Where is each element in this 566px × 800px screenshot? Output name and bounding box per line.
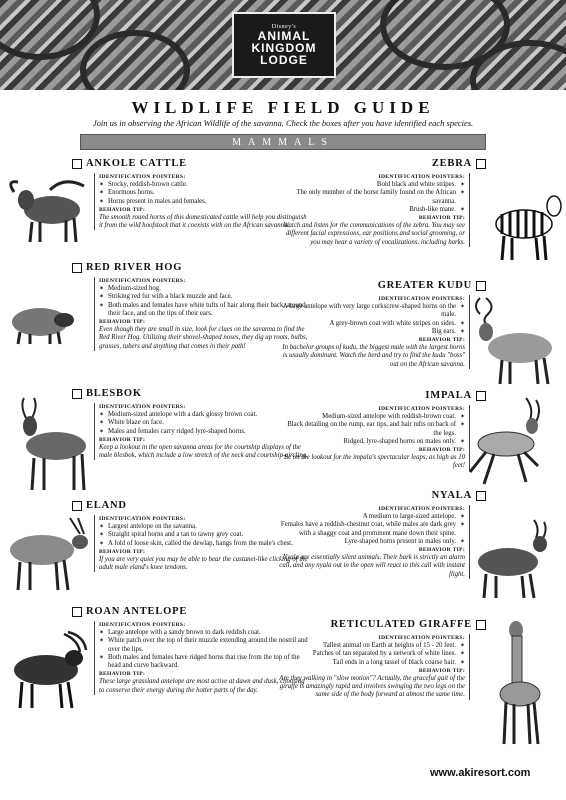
behavior-tip: These large grassland antelope are most active at dawn and dusk, choosing to conserve their energy during the hotter parts of the day.	[99, 678, 305, 694]
entry-red-river-hog	[72, 262, 308, 351]
species-name: ELAND	[86, 500, 127, 511]
species-name: RETICULATED GIRAFFE	[330, 619, 472, 630]
point: ✶ Bold black and white stripes.	[278, 181, 465, 189]
behavior-tip: Keep a lookout in the open savanna areas for the courtship displays of the male blesbok, which include a low stretch of the neck and courtship-circling.	[99, 444, 308, 460]
header-banner	[0, 0, 566, 90]
entry-reticulated-giraffe	[278, 619, 486, 700]
species-name: ROAN ANTELOPE	[86, 606, 188, 617]
entry-nyala	[278, 490, 486, 579]
point: ✶ Tallest animal on Earth at heights of 15 - 20 feet.	[278, 642, 465, 650]
points-label: IDENTIFICATION POINTERS:	[99, 404, 186, 410]
behavior-tip: In bachelor groups of kudu, the biggest male with the largest horns is usually dominant. Watch the herd and try to find the kudu "boss" out on the African savanna.	[282, 344, 465, 368]
point: ✶ Tail ends in a long tassel of black coarse hair.	[278, 659, 465, 667]
animal-kingdom-lodge-logo	[232, 12, 336, 78]
zebra-illustration	[488, 188, 564, 264]
logo-line2: KINGDOM	[251, 41, 317, 55]
points-label: IDENTIFICATION POINTERS:	[99, 622, 186, 628]
checkbox-roan-antelope[interactable]	[72, 607, 82, 617]
point: ✶ A medium to large-sized antelope.	[278, 513, 465, 521]
points-label: IDENTIFICATION POINTERS:	[378, 406, 465, 412]
greater-kudu-illustration	[466, 296, 562, 386]
tip-label: BEHAVIOR TIP:	[418, 215, 465, 222]
points-label: IDENTIFICATION POINTERS:	[99, 278, 186, 284]
point: ✶ A grey-brown coat with white stripes on sides.	[278, 320, 465, 328]
point: ✶ Patches of tan separated by a network of white lines.	[278, 650, 465, 658]
species-name: GREATER KUDU	[377, 280, 472, 291]
point: ✶ Females have a reddish-chestnut coat, while males are dark grey with a shaggy coat and prominent mane down their spine.	[278, 521, 465, 537]
tip-label: BEHAVIOR TIP:	[418, 337, 465, 344]
roan-antelope-illustration	[4, 628, 96, 712]
point: ✶ Both males and females have white tufts of hair along their back, around their face, and on the tips of their ears.	[99, 302, 308, 318]
point: ✶ Brush-like mane.	[278, 206, 465, 214]
tip-label: BEHAVIOR TIP:	[418, 447, 465, 454]
points-label: IDENTIFICATION POINTERS:	[99, 516, 186, 522]
tip-label: BEHAVIOR TIP:	[99, 206, 146, 213]
tip-label: BEHAVIOR TIP:	[418, 667, 465, 674]
entry-greater-kudu	[278, 280, 486, 369]
species-name: BLESBOK	[86, 388, 142, 399]
behavior-tip: Nyala are essentially silent animals. Their bark is strictly an alarm call, and any nyala out in the open will react to this call with instant flight.	[279, 554, 465, 578]
logo-top: Disney's	[271, 24, 297, 30]
checkbox-zebra[interactable]	[476, 159, 486, 169]
points-label: IDENTIFICATION POINTERS:	[378, 506, 465, 512]
point: ✶ Large antelope with a sandy brown to dark reddish coat.	[99, 629, 308, 637]
point: ✶ The only member of the horse family found on the African savanna.	[278, 189, 465, 205]
behavior-tip: If you are very quiet you may be able to hear the castanet-like clicking of the adult male eland's knee tendons.	[99, 556, 308, 572]
point: ✶ Ridged, lyre-shaped horns on males only.	[278, 438, 465, 446]
banner-pattern	[80, 30, 190, 90]
species-name: NYALA	[431, 490, 472, 501]
species-name: IMPALA	[425, 390, 472, 401]
points-label: IDENTIFICATION POINTERS:	[378, 174, 465, 180]
entry-eland	[72, 500, 308, 572]
eland-illustration	[2, 516, 94, 594]
tip-label: BEHAVIOR TIP:	[99, 436, 146, 443]
point: ✶ A fold of loose skin, called the dewlap, hangs from the male's chest.	[99, 540, 308, 548]
point: ✶ Straight spiral horns and a tan to tawny grey coat.	[99, 531, 308, 539]
entry-impala	[278, 390, 486, 471]
intro-text: Join us in observing the African Wildlife of the savanna. Check the boxes after you have identified each species.	[92, 118, 474, 128]
tip-label: BEHAVIOR TIP:	[418, 547, 465, 554]
point: ✶ Medium-sized antelope with reddish-brown coat.	[278, 413, 465, 421]
point: ✶ Black detailing on the rump, ear tips, and hair tufts on back of the legs.	[278, 421, 465, 437]
points-label: IDENTIFICATION POINTERS:	[378, 635, 465, 641]
point: ✶ Medium-sized hog.	[99, 285, 308, 293]
checkbox-ankole-cattle[interactable]	[72, 159, 82, 169]
ankole-cattle-illustration	[4, 178, 94, 248]
behavior-tip: Be on the lookout for the impala's spectacular leaps, as high as 10 feet!	[284, 454, 465, 470]
point: ✶ Lyre-shaped horns present in males only.	[278, 538, 465, 546]
nyala-illustration	[468, 518, 562, 602]
impala-illustration	[464, 396, 556, 488]
point: ✶ Striking red fur with a black muzzle and face.	[99, 293, 308, 301]
point: ✶ Enormous horns.	[99, 189, 308, 197]
species-name: ZEBRA	[431, 158, 472, 169]
point: ✶ Medium-sized antelope with a dark glossy brown coat.	[99, 411, 308, 419]
point: ✶ A large antelope with very large corkscrew-shaped horns on the male.	[278, 303, 465, 319]
points-label: IDENTIFICATION POINTERS:	[99, 174, 186, 180]
species-name: RED RIVER HOG	[86, 262, 183, 273]
point: ✶ Both males and females have ridged horns that rise from the top of the head and curve backward.	[99, 654, 308, 670]
blesbok-illustration	[4, 394, 94, 494]
tip-label: BEHAVIOR TIP:	[99, 671, 146, 678]
logo-line3: LODGE	[260, 53, 308, 67]
checkbox-eland[interactable]	[72, 501, 82, 511]
entry-blesbok	[72, 388, 308, 460]
point: ✶ Largest antelope on the savanna.	[99, 523, 308, 531]
logo-line1: ANIMAL	[257, 29, 311, 43]
section-header-mammals: MAMMALS	[80, 134, 486, 150]
checkbox-nyala[interactable]	[476, 491, 486, 501]
checkbox-reticulated-giraffe[interactable]	[476, 620, 486, 630]
point: ✶ Big ears.	[278, 328, 465, 336]
behavior-tip: Watch and listen for the communications of the zebra. You may see different facial expressions, ear positions and social grooming, or you may hear a variety of vocalizations, including barks.	[283, 222, 465, 246]
entry-roan-antelope	[72, 606, 308, 695]
entry-ankole-cattle	[72, 158, 308, 230]
points-label: IDENTIFICATION POINTERS:	[378, 296, 465, 302]
tip-label: BEHAVIOR TIP:	[99, 548, 146, 555]
entry-zebra	[278, 158, 486, 247]
checkbox-red-river-hog[interactable]	[72, 263, 82, 273]
point: ✶ White blaze on face.	[99, 419, 308, 427]
behavior-tip: Even though they are small in size, look for clues on the savanna to find the Red River Hog. Utilizing their shovel-shaped noses, they dig up roots, bulbs, grasses, tubers and anything that comes in their path!	[99, 326, 308, 350]
website-link[interactable]: www.akiresort.com	[430, 767, 531, 779]
behavior-tip: The smooth round horns of this domesticated cattle will help you distinguish it from the wild hoofstock that it coexists with on the African savanna.	[99, 214, 307, 230]
point: ✶ Males and females carry ridged lyre-shaped horns.	[99, 428, 308, 436]
red-river-hog-illustration	[4, 298, 74, 348]
point: ✶ Horns present in males and females.	[99, 198, 308, 206]
point: ✶ White patch over the top of their muzzle extending around the nostril and over the lips.	[99, 637, 308, 653]
species-name: ANKOLE CATTLE	[86, 158, 187, 169]
tip-label: BEHAVIOR TIP:	[99, 319, 146, 326]
page-title: WILDLIFE FIELD GUIDE	[131, 98, 435, 117]
checkbox-greater-kudu[interactable]	[476, 281, 486, 291]
point: ✶ Stocky, reddish-brown cattle.	[99, 181, 308, 189]
behavior-tip: Are they walking in "slow motion"? Actually, the graceful gait of the giraffe is amazingly rapid and involves swinging the two legs on the same side of the body forward at almost the same time.	[279, 675, 465, 699]
reticulated-giraffe-illustration	[490, 618, 550, 748]
